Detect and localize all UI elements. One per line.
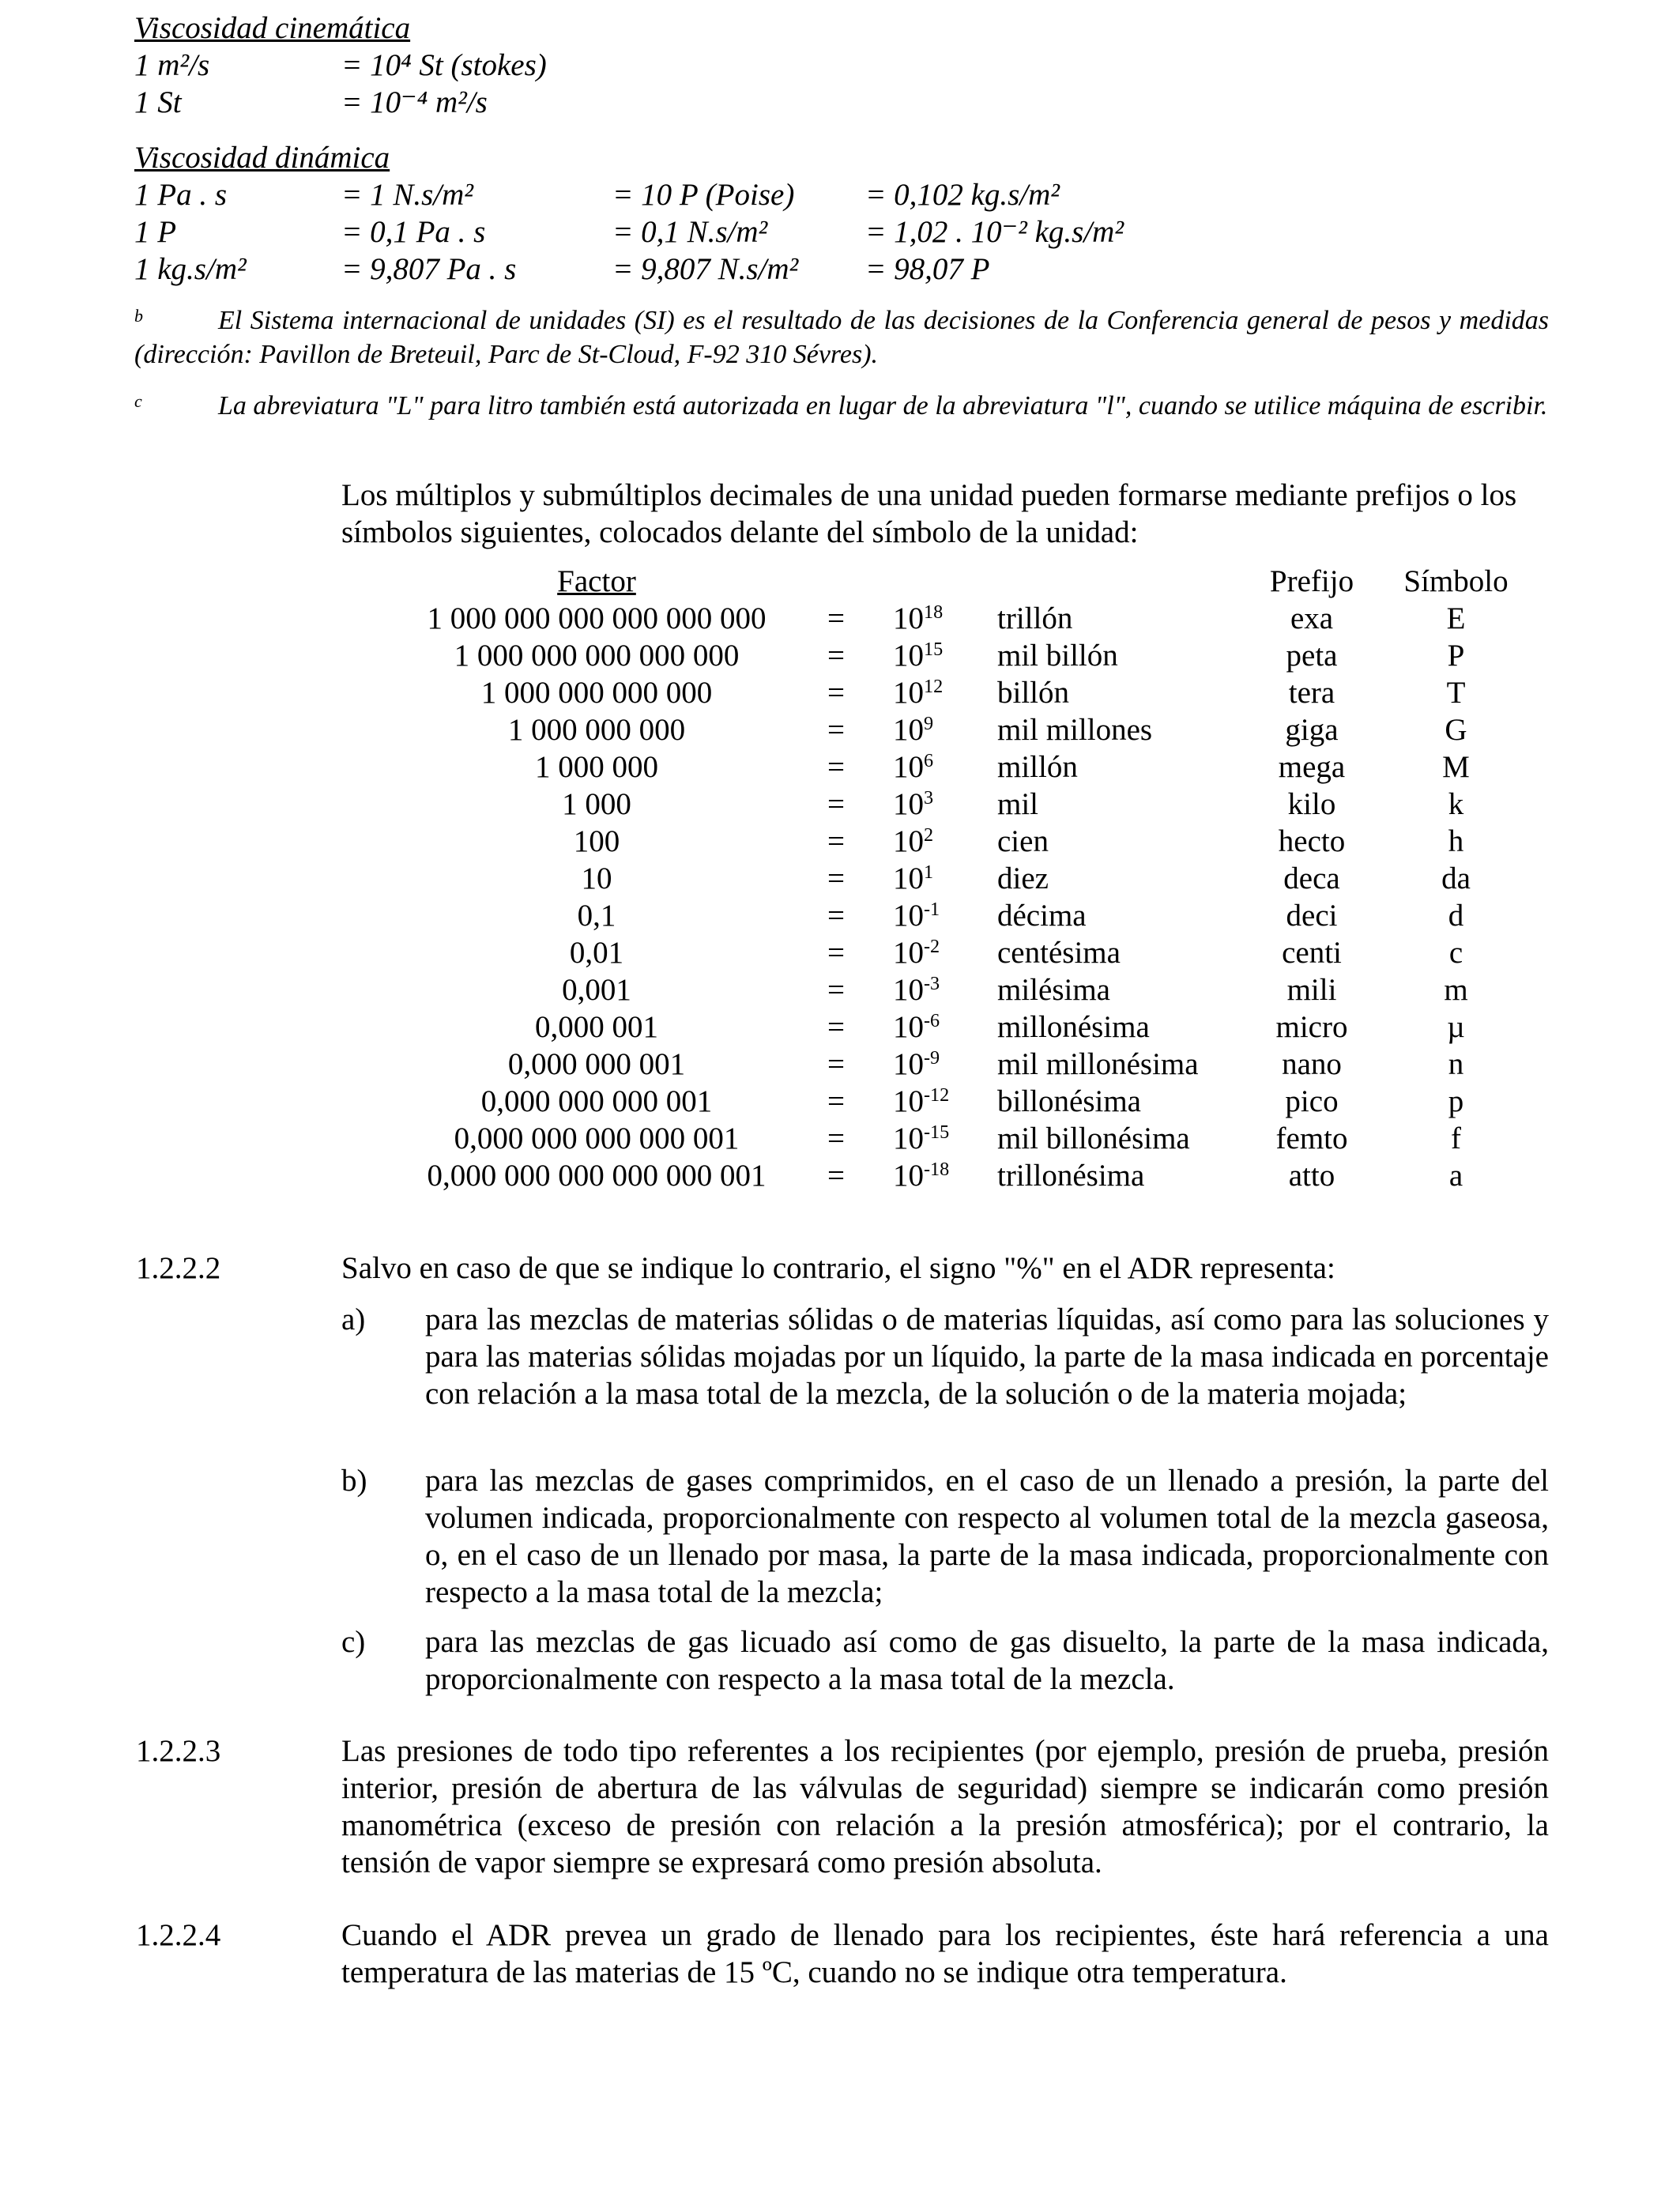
name-cell: diez — [997, 861, 1049, 895]
power-cell — [893, 1158, 949, 1193]
power-base: 10 — [893, 639, 924, 673]
prefix-table-row — [0, 1009, 1680, 1046]
prefix-cell: atto — [1288, 1159, 1335, 1193]
equals-sign: = — [827, 639, 845, 673]
equivalence-cell: = 9,807 Pa . s — [341, 252, 517, 286]
symbol-cell: k — [1448, 787, 1464, 821]
prefix-cell: deci — [1286, 899, 1338, 933]
power-cell — [893, 638, 943, 673]
list-item-text: para las mezclas de gas licuado así como de gas disuelto, la parte de la masa indicada, proporcionalmente con respecto a la masa total de la mezcla. — [425, 1625, 1549, 1696]
equals-sign: = — [827, 713, 845, 747]
prefix-table-row — [0, 1121, 1680, 1158]
power-base: 10 — [893, 824, 924, 858]
equals-sign: = — [827, 676, 845, 710]
power-exponent: 12 — [924, 675, 944, 697]
prefix-intro-paragraph: Los múltiplos y submúltiplos decimales de una unidad pueden formarse mediante prefijos o los símbolos siguientes, colocados delante del símbolo de la unidad: — [341, 478, 1517, 549]
power-cell — [893, 824, 933, 859]
prefix-cell: hecto — [1278, 824, 1346, 858]
prefix-table-row — [0, 712, 1680, 749]
prefix-table-row — [0, 972, 1680, 1009]
power-base: 10 — [893, 601, 924, 635]
power-cell — [893, 749, 933, 785]
name-cell: milésima — [997, 973, 1110, 1007]
power-cell — [893, 1009, 940, 1045]
equivalence-cell: = 9,807 N.s/m² — [612, 252, 799, 286]
power-cell — [893, 972, 940, 1008]
list-item-label: b) — [341, 1464, 367, 1498]
prefix-table-row — [0, 749, 1680, 786]
prefix-table-row — [0, 898, 1680, 935]
power-exponent: -18 — [924, 1158, 950, 1180]
prefix-cell: peta — [1286, 639, 1338, 673]
equals-sign: = — [827, 787, 845, 821]
prefix-table-row — [0, 1084, 1680, 1121]
power-base: 10 — [893, 973, 924, 1007]
factor-cell: 0,001 — [562, 973, 631, 1007]
name-cell: mil billón — [997, 639, 1118, 673]
prefix-cell: femto — [1275, 1122, 1348, 1155]
name-cell: décima — [997, 899, 1087, 933]
factor-cell: 100 — [573, 824, 620, 858]
power-exponent: 9 — [924, 712, 934, 734]
unit-cell: 1 kg.s/m² — [134, 252, 247, 286]
prefix-table-row — [0, 824, 1680, 861]
equivalence-cell: = 0,1 Pa . s — [341, 215, 486, 249]
factor-header: Factor — [557, 564, 636, 598]
symbol-cell: f — [1451, 1122, 1461, 1155]
power-cell — [893, 712, 933, 748]
power-exponent: -12 — [924, 1084, 950, 1106]
prefix-cell: kilo — [1287, 787, 1336, 821]
power-cell — [893, 1084, 949, 1119]
power-base: 10 — [893, 1159, 924, 1193]
footnote-mark: c — [134, 391, 142, 411]
power-exponent: -2 — [924, 935, 940, 957]
prefix-table-row — [0, 601, 1680, 638]
symbol-cell: µ — [1447, 1010, 1465, 1044]
power-exponent: 6 — [924, 749, 934, 771]
name-cell: mil — [997, 787, 1039, 821]
prefix-table-row — [0, 1046, 1680, 1084]
section-text: Las presiones de todo tipo referentes a los recipientes (por ejemplo, presión de prueba, presión interior, presión de abertura de las válvulas de seguridad) siempre se indicarán como presión manométrica (exceso de presión con relación a la presión atmosférica); por el contrario, la tensión de vapor siempre se expresará como presión absoluta. — [341, 1734, 1549, 1879]
name-cell: mil millonésima — [997, 1047, 1199, 1081]
factor-cell: 10 — [581, 861, 612, 895]
footnote-text: El Sistema internacional de unidades (SI) es el resultado de las decisiones de la Conferencia general de pesos y medidas (dirección: Pavillon de Breteuil, Parc de St-Cloud, F-92 310 Sévres). — [134, 306, 1549, 369]
power-cell — [893, 935, 940, 971]
equivalence-cell: = 98,07 P — [865, 252, 990, 286]
section-text: Cuando el ADR prevea un grado de llenado para los recipientes, éste hará referencia a una temperatura de las materias de 15 ºC, cuando no se indique otra temperatura. — [341, 1918, 1549, 1989]
unit-cell: 1 Pa . s — [134, 178, 227, 212]
power-cell — [893, 898, 940, 933]
name-cell: cien — [997, 824, 1049, 858]
symbol-cell: M — [1442, 750, 1470, 784]
list-item-text: para las mezclas de gases comprimidos, en el caso de un llenado a presión, la parte del volumen indicada, proporcionalmente con respecto al volumen total de la mezcla gaseosa, o, en el caso de un llenado por masa, la parte de la masa indicada, proporcionalmente con respecto a la masa total de la mezcla; — [425, 1464, 1549, 1609]
name-cell: trillonésima — [997, 1159, 1145, 1193]
symbol-cell: P — [1447, 639, 1465, 673]
section-number: 1.2.2.4 — [136, 1918, 221, 1952]
power-base: 10 — [893, 1122, 924, 1155]
equals-sign: = — [827, 750, 845, 784]
symbol-cell: m — [1444, 973, 1468, 1007]
prefix-table-row — [0, 675, 1680, 712]
power-cell — [893, 861, 933, 896]
power-base: 10 — [893, 787, 924, 821]
symbol-cell: da — [1441, 861, 1471, 895]
power-exponent: -3 — [924, 972, 940, 994]
section-number: 1.2.2.2 — [136, 1251, 221, 1285]
name-cell: millón — [997, 750, 1078, 784]
factor-cell: 0,000 000 000 000 000 001 — [427, 1159, 767, 1193]
section-number: 1.2.2.3 — [136, 1734, 221, 1768]
power-cell — [893, 1046, 940, 1082]
power-base: 10 — [893, 899, 924, 933]
prefix-table-row — [0, 786, 1680, 824]
prefix-cell: giga — [1285, 713, 1339, 747]
power-cell — [893, 1121, 949, 1156]
power-base: 10 — [893, 861, 924, 895]
list-item-text: para las mezclas de materias sólidas o de materias líquidas, así como para las soluciones y para las materias sólidas mojadas por un líquido, la parte de la masa indicada en porcentaje con relación a la masa total de la mezcla, de la solución o de la materia mojada; — [425, 1302, 1549, 1411]
unit-cell: 1 St — [134, 85, 182, 119]
prefix-table-header — [0, 564, 1680, 601]
factor-cell: 1 000 — [562, 787, 631, 821]
equivalence-cell: = 0,102 kg.s/m² — [865, 178, 1060, 212]
power-base: 10 — [893, 713, 924, 747]
power-cell — [893, 675, 943, 711]
factor-cell: 1 000 000 000 000 000 000 — [427, 601, 767, 635]
equivalence-cell: = 10⁴ St (stokes) — [341, 48, 547, 82]
footnote-b — [134, 303, 1549, 371]
power-exponent: -9 — [924, 1046, 940, 1069]
power-exponent: 1 — [924, 861, 934, 883]
footnote-c — [134, 389, 1549, 423]
equivalence-cell: = 0,1 N.s/m² — [612, 215, 768, 249]
prefix-cell: mega — [1278, 750, 1346, 784]
prefix-cell: pico — [1285, 1084, 1339, 1118]
equals-sign: = — [827, 1084, 845, 1118]
prefix-table-row — [0, 638, 1680, 675]
power-cell — [893, 786, 933, 822]
name-cell: millonésima — [997, 1010, 1150, 1044]
prefix-header: Prefijo — [1269, 564, 1354, 598]
equals-sign: = — [827, 824, 845, 858]
power-base: 10 — [893, 1047, 924, 1081]
name-cell: mil millones — [997, 713, 1153, 747]
symbol-cell: E — [1446, 601, 1466, 635]
name-cell: billón — [997, 676, 1070, 710]
factor-cell: 1 000 000 — [535, 750, 658, 784]
power-exponent: -15 — [924, 1121, 950, 1143]
name-cell: billonésima — [997, 1084, 1141, 1118]
section-text: Salvo en caso de que se indique lo contrario, el signo "%" en el ADR representa: — [341, 1251, 1335, 1285]
power-base: 10 — [893, 936, 924, 970]
prefix-table-row — [0, 935, 1680, 972]
unit-cell: 1 P — [134, 215, 177, 249]
equivalence-cell: = 1 N.s/m² — [341, 178, 473, 212]
symbol-header: Símbolo — [1403, 564, 1509, 598]
list-item-label: c) — [341, 1625, 366, 1659]
prefix-cell: nano — [1282, 1047, 1342, 1081]
equals-sign: = — [827, 1122, 845, 1155]
power-exponent: -6 — [924, 1009, 940, 1031]
name-cell: mil billonésima — [997, 1122, 1190, 1155]
footnote-mark: b — [134, 306, 143, 326]
equals-sign: = — [827, 936, 845, 970]
power-exponent: -1 — [924, 898, 940, 920]
equals-sign: = — [827, 1010, 845, 1044]
factor-cell: 0,01 — [569, 936, 624, 970]
prefix-cell: tera — [1288, 676, 1335, 710]
power-exponent: 2 — [924, 824, 934, 846]
factor-cell: 0,000 001 — [535, 1010, 658, 1044]
equivalence-cell: = 10 P (Poise) — [612, 178, 795, 212]
equals-sign: = — [827, 973, 845, 1007]
prefix-cell: mili — [1286, 973, 1337, 1007]
factor-cell: 1 000 000 000 — [507, 713, 686, 747]
power-exponent: 15 — [924, 638, 944, 660]
factor-cell: 0,1 — [577, 899, 616, 933]
symbol-cell: n — [1448, 1047, 1464, 1081]
prefix-cell: exa — [1290, 601, 1334, 635]
power-base: 10 — [893, 1084, 924, 1118]
factor-cell: 0,000 000 001 — [507, 1047, 686, 1081]
equals-sign: = — [827, 899, 845, 933]
equals-sign: = — [827, 1159, 845, 1193]
dynamic-viscosity-heading: Viscosidad dinámica — [134, 141, 390, 175]
footnote-text: La abreviatura "L" para litro también está autorizada en lugar de la abreviatura "l", cuando se utilice máquina de escribir. — [218, 391, 1548, 420]
equals-sign: = — [827, 861, 845, 895]
unit-cell: 1 m²/s — [134, 48, 210, 82]
symbol-cell: a — [1448, 1159, 1463, 1193]
symbol-cell: d — [1448, 899, 1464, 933]
factor-cell: 1 000 000 000 000 — [480, 676, 713, 710]
factor-cell: 0,000 000 000 001 — [480, 1084, 713, 1118]
name-cell: trillón — [997, 601, 1073, 635]
equals-sign: = — [827, 601, 845, 635]
prefix-table-row — [0, 1158, 1680, 1195]
factor-cell: 1 000 000 000 000 000 — [454, 639, 740, 673]
symbol-cell: h — [1448, 824, 1464, 858]
symbol-cell: G — [1445, 713, 1467, 747]
power-cell — [893, 601, 943, 636]
equals-sign: = — [827, 1047, 845, 1081]
power-base: 10 — [893, 750, 924, 784]
kinematic-viscosity-heading: Viscosidad cinemática — [134, 11, 411, 45]
prefix-cell: deca — [1283, 861, 1340, 895]
prefix-cell: micro — [1275, 1010, 1348, 1044]
symbol-cell: c — [1448, 936, 1463, 970]
power-base: 10 — [893, 676, 924, 710]
list-item-label: a) — [341, 1302, 366, 1336]
equivalence-cell: = 10⁻⁴ m²/s — [341, 85, 488, 119]
power-exponent: 3 — [924, 786, 934, 809]
factor-cell: 0,000 000 000 000 001 — [454, 1122, 740, 1155]
symbol-cell: T — [1446, 676, 1466, 710]
power-base: 10 — [893, 1010, 924, 1044]
name-cell: centésima — [997, 936, 1121, 970]
symbol-cell: p — [1448, 1084, 1464, 1118]
power-exponent: 18 — [924, 601, 944, 623]
prefix-cell: centi — [1282, 936, 1342, 970]
prefix-table-row — [0, 861, 1680, 898]
equivalence-cell: = 1,02 . 10⁻² kg.s/m² — [865, 215, 1124, 249]
